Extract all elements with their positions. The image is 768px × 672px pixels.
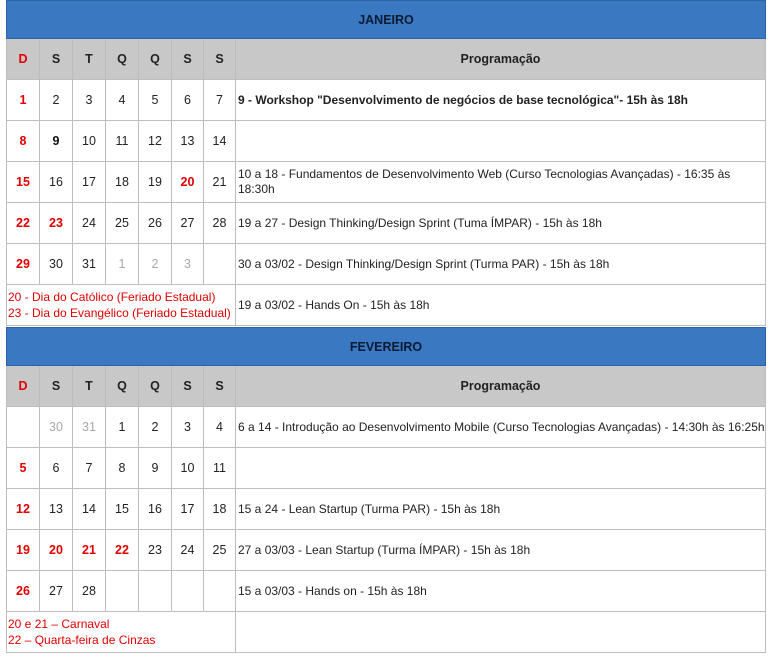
day-cell: 20 [40,530,73,571]
weekday-header: D [7,39,40,80]
day-cell: 22 [7,203,40,244]
day-cell: 19 [7,530,40,571]
day-cell: 11 [106,121,139,162]
program-cell: 19 a 27 - Design Thinking/Design Sprint (Tuma ÍMPAR) - 15h às 18h [236,203,766,244]
day-cell: 14 [73,489,106,530]
holiday-notes [7,612,236,653]
day-cell: 10 [172,448,204,489]
week-row [7,571,766,612]
holiday-note: 23 - Dia do Evangélico (Feriado Estadual) [8,306,231,320]
february-table [6,327,766,653]
day-cell: 21 [73,530,106,571]
day-cell: 10 [73,121,106,162]
day-cell: 28 [204,203,236,244]
day-cell: 27 [40,571,73,612]
day-cell: 29 [7,244,40,285]
february-header-row [7,366,766,407]
day-cell: 2 [40,80,73,121]
day-cell: 16 [139,489,172,530]
holiday-note: 22 – Quarta-feira de Cinzas [8,633,156,647]
day-cell: 6 [172,80,204,121]
january-month-row [7,1,766,39]
day-cell: 18 [204,489,236,530]
day-cell: 16 [40,162,73,203]
day-cell: 1 [106,407,139,448]
day-cell: 31 [73,407,106,448]
week-row [7,530,766,571]
day-cell: 30 [40,244,73,285]
day-cell: 15 [106,489,139,530]
weekday-header: Q [106,366,139,407]
day-cell: 2 [139,244,172,285]
day-cell [204,571,236,612]
weekday-header: T [73,39,106,80]
holiday-note: 20 - Dia do Católico (Feriado Estadual) [8,290,216,304]
day-cell [172,571,204,612]
day-cell: 26 [7,571,40,612]
day-cell: 23 [139,530,172,571]
day-cell: 18 [106,162,139,203]
day-cell: 12 [7,489,40,530]
program-cell: 6 a 14 - Introdução ao Desenvolvimento Mobile (Curso Tecnologias Avançadas) - 14:30h às 16:25h [236,407,766,448]
day-cell [106,571,139,612]
weekday-header: S [172,366,204,407]
day-cell: 5 [7,448,40,489]
program-cell: 19 a 03/02 - Hands On - 15h às 18h [236,285,766,326]
weekday-header: S [172,39,204,80]
weekday-header: S [204,39,236,80]
january-notes-row [7,285,766,326]
day-cell: 2 [139,407,172,448]
day-cell: 3 [172,244,204,285]
weekday-header: T [73,366,106,407]
day-cell: 13 [172,121,204,162]
day-cell: 28 [73,571,106,612]
february-month-row [7,328,766,366]
day-cell: 3 [172,407,204,448]
week-row [7,407,766,448]
january-header-row [7,39,766,80]
day-cell: 9 [139,448,172,489]
weekday-header: D [7,366,40,407]
day-cell: 26 [139,203,172,244]
february-notes-row [7,612,766,653]
week-row [7,244,766,285]
weekday-header: Q [139,39,172,80]
program-cell: 9 - Workshop "Desenvolvimento de negócios de base tecnológica"- 15h às 18h [236,80,766,121]
day-cell: 14 [204,121,236,162]
program-header: Programação [236,39,766,80]
program-cell: 10 a 18 - Fundamentos de Desenvolvimento Web (Curso Tecnologias Avançadas) - 16:35 às 18:30h [236,162,766,203]
holiday-notes [7,285,236,326]
day-cell: 21 [204,162,236,203]
day-cell: 19 [139,162,172,203]
day-cell: 7 [204,80,236,121]
day-cell: 25 [106,203,139,244]
day-cell [204,244,236,285]
week-row [7,203,766,244]
week-row [7,80,766,121]
day-cell: 5 [139,80,172,121]
day-cell: 25 [204,530,236,571]
calendar-schedule [6,0,766,653]
day-cell: 24 [73,203,106,244]
january-month-title: JANEIRO [7,1,766,39]
week-row [7,162,766,203]
day-cell [7,407,40,448]
week-row [7,489,766,530]
day-cell: 6 [40,448,73,489]
day-cell: 13 [40,489,73,530]
day-cell: 8 [106,448,139,489]
day-cell: 11 [204,448,236,489]
day-cell: 12 [139,121,172,162]
day-cell: 4 [204,407,236,448]
day-cell: 31 [73,244,106,285]
january-table [6,0,766,326]
week-row [7,448,766,489]
program-cell: 15 a 24 - Lean Startup (Turma PAR) - 15h às 18h [236,489,766,530]
day-cell: 3 [73,80,106,121]
weekday-header: S [204,366,236,407]
program-header: Programação [236,366,766,407]
february-month-title: FEVEREIRO [7,328,766,366]
week-row [7,121,766,162]
day-cell: 27 [172,203,204,244]
day-cell: 17 [172,489,204,530]
program-cell [236,612,766,653]
day-cell: 8 [7,121,40,162]
day-cell: 22 [106,530,139,571]
day-cell: 30 [40,407,73,448]
weekday-header: Q [139,366,172,407]
holiday-note: 20 e 21 – Carnaval [8,617,110,631]
day-cell: 7 [73,448,106,489]
day-cell: 1 [7,80,40,121]
day-cell: 20 [172,162,204,203]
day-cell: 4 [106,80,139,121]
program-cell: 27 a 03/03 - Lean Startup (Turma ÍMPAR) - 15h às 18h [236,530,766,571]
program-cell [236,121,766,162]
program-cell [236,448,766,489]
day-cell: 24 [172,530,204,571]
day-cell: 9 [40,121,73,162]
day-cell: 1 [106,244,139,285]
weekday-header: Q [106,39,139,80]
weekday-header: S [40,366,73,407]
day-cell: 23 [40,203,73,244]
weekday-header: S [40,39,73,80]
day-cell: 17 [73,162,106,203]
program-cell: 15 a 03/03 - Hands on - 15h às 18h [236,571,766,612]
program-cell: 30 a 03/02 - Design Thinking/Design Sprint (Turma PAR) - 15h às 18h [236,244,766,285]
day-cell [139,571,172,612]
day-cell: 15 [7,162,40,203]
